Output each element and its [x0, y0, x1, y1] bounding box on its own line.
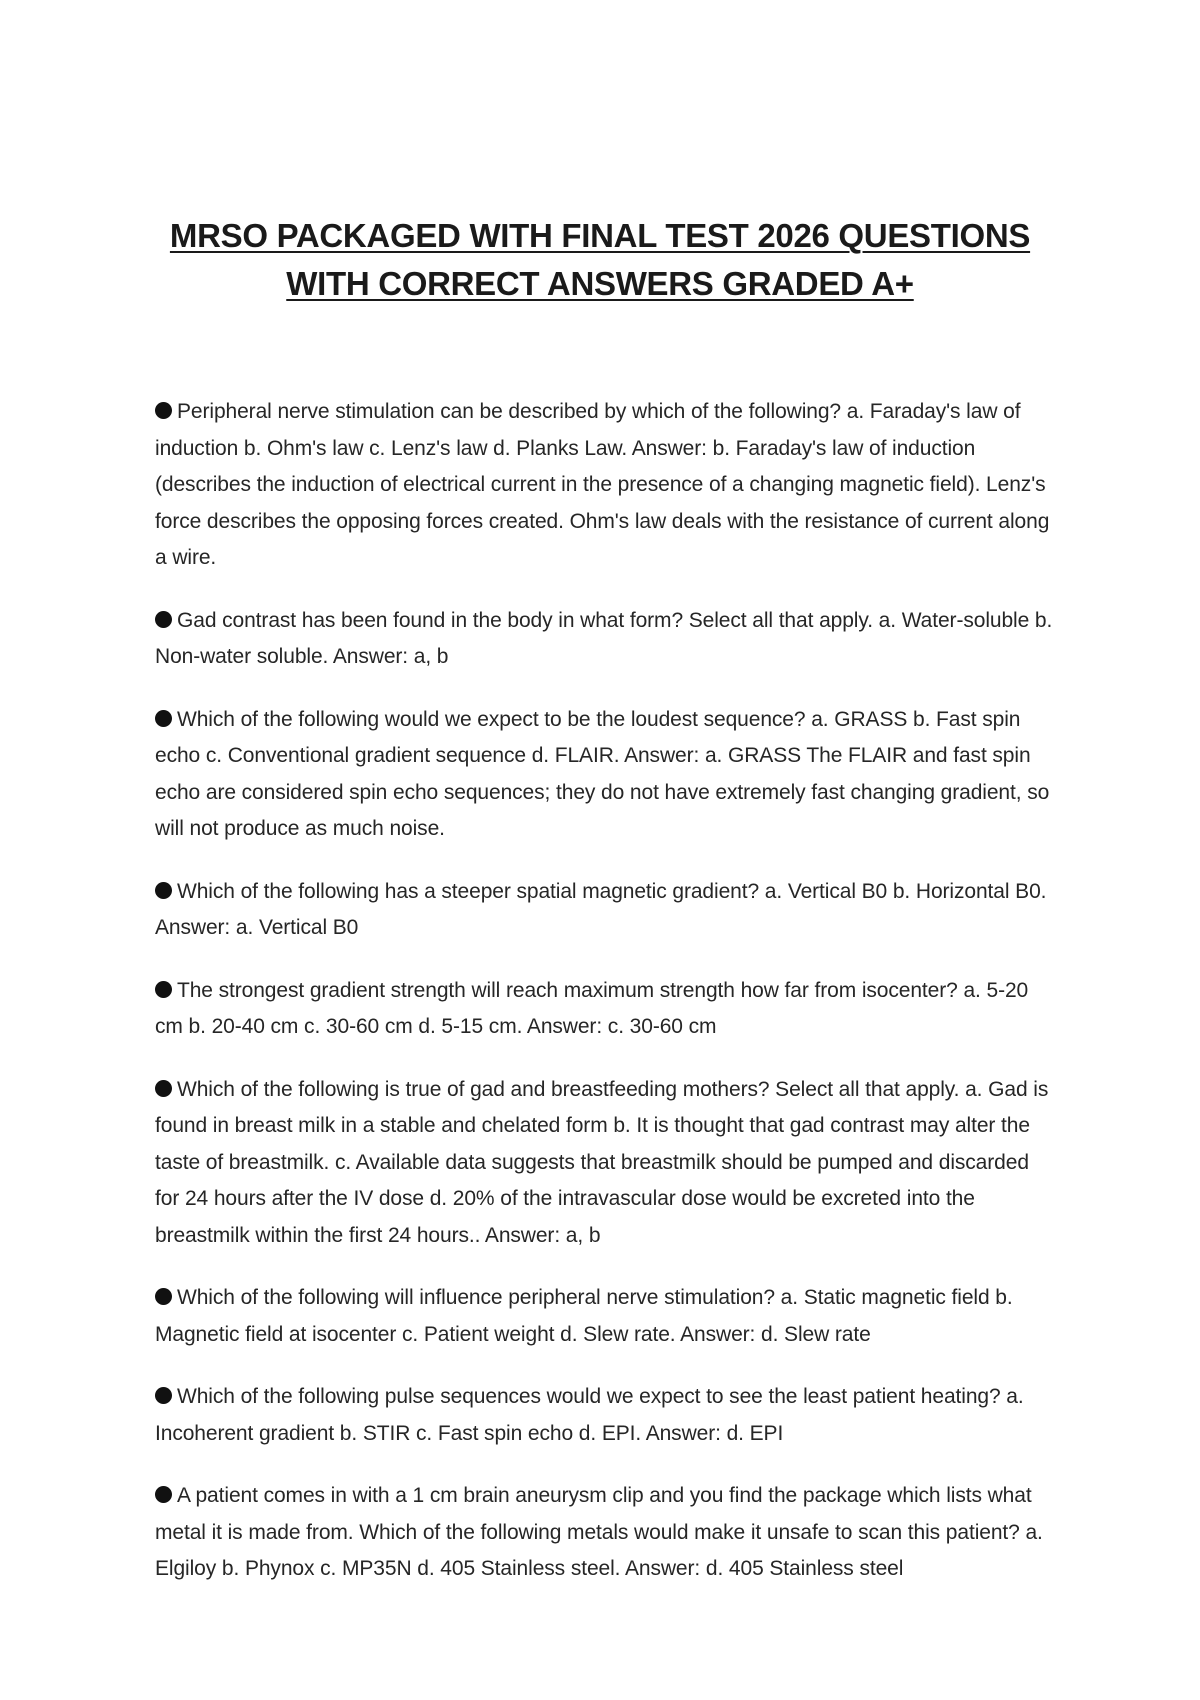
document-title — [150, 212, 1050, 308]
question-text: Which of the following will influence peripheral nerve stimulation? a. Static magnetic field b. Magnetic field at isocenter c. Patient weight d. Slew rate. Answer: d. Slew rate — [155, 1286, 1013, 1346]
question-text: A patient comes in with a 1 cm brain aneurysm clip and you find the package which lists what metal it is made from. Which of the following metals would make it unsafe to scan this patient? a. Elgiloy b. Phynox c. MP35N d. 405 Stainless steel. Answer: d. 405 Stainless steel — [155, 1484, 1043, 1580]
bullet-icon — [155, 1486, 172, 1503]
bullet-icon — [155, 710, 172, 727]
question-list — [155, 394, 1055, 1614]
question-text: The strongest gradient strength will reach maximum strength how far from isocenter? a. 5-20 cm b. 20-40 cm c. 30-60 cm d. 5-15 cm. Answer: c. 30-60 cm — [155, 978, 1029, 1038]
bullet-icon — [155, 981, 172, 998]
bullet-icon — [155, 1387, 172, 1404]
question-item — [155, 973, 1055, 1046]
question-text: Which of the following would we expect to be the loudest sequence? a. GRASS b. Fast spin echo c. Conventional gradient sequence d. FLAIR. Answer: a. GRASS The FLAIR and fast spin echo are considered spin echo sequences; they do not have extremely fast changing gradient, so will not produce as much noise. — [155, 707, 1050, 840]
title-line-2: WITH CORRECT ANSWERS GRADED A+ — [286, 265, 914, 302]
question-text: Which of the following pulse sequences would we expect to see the least patient heating? a. Incoherent gradient b. STIR c. Fast spin echo d. EPI. Answer: d. EPI — [155, 1385, 1024, 1445]
question-item — [155, 1478, 1055, 1588]
question-item — [155, 1072, 1055, 1255]
bullet-icon — [155, 1288, 172, 1305]
title-line-1: MRSO PACKAGED WITH FINAL TEST 2026 QUESTIONS — [169, 217, 1031, 254]
question-item — [155, 1280, 1055, 1353]
question-text: Which of the following is true of gad and breastfeeding mothers? Select all that apply. a. Gad is found in breast milk in a stable and chelated form b. It is thought that gad contrast may alter the taste of breastmilk. c. Available data suggests that breastmilk should be pumped and discarded for 24 hours after the IV dose d. 20% of the intravascular dose would be excreted into the breastmilk within the first 24 hours.. Answer: a, b — [155, 1077, 1049, 1247]
question-item — [155, 603, 1055, 676]
question-text: Gad contrast has been found in the body in what form? Select all that apply. a. Water-soluble b. Non-water soluble. Answer: a, b — [155, 608, 1053, 668]
bullet-icon — [155, 882, 172, 899]
question-item — [155, 394, 1055, 577]
question-item — [155, 1379, 1055, 1452]
bullet-icon — [155, 1080, 172, 1097]
question-item — [155, 874, 1055, 947]
question-text: Which of the following has a steeper spatial magnetic gradient? a. Vertical B0 b. Horizontal B0. Answer: a. Vertical B0 — [155, 879, 1047, 939]
bullet-icon — [155, 611, 172, 628]
bullet-icon — [155, 402, 172, 419]
question-item — [155, 702, 1055, 848]
question-text: Peripheral nerve stimulation can be described by which of the following? a. Faraday's law of induction b. Ohm's law c. Lenz's law d. Planks Law. Answer: b. Faraday's law of induction (describes the induction of electrical current in the presence of a changing magnetic field). Lenz's force describes the opposing forces created. Ohm's law deals with the resistance of current along a wire. — [155, 400, 1050, 569]
